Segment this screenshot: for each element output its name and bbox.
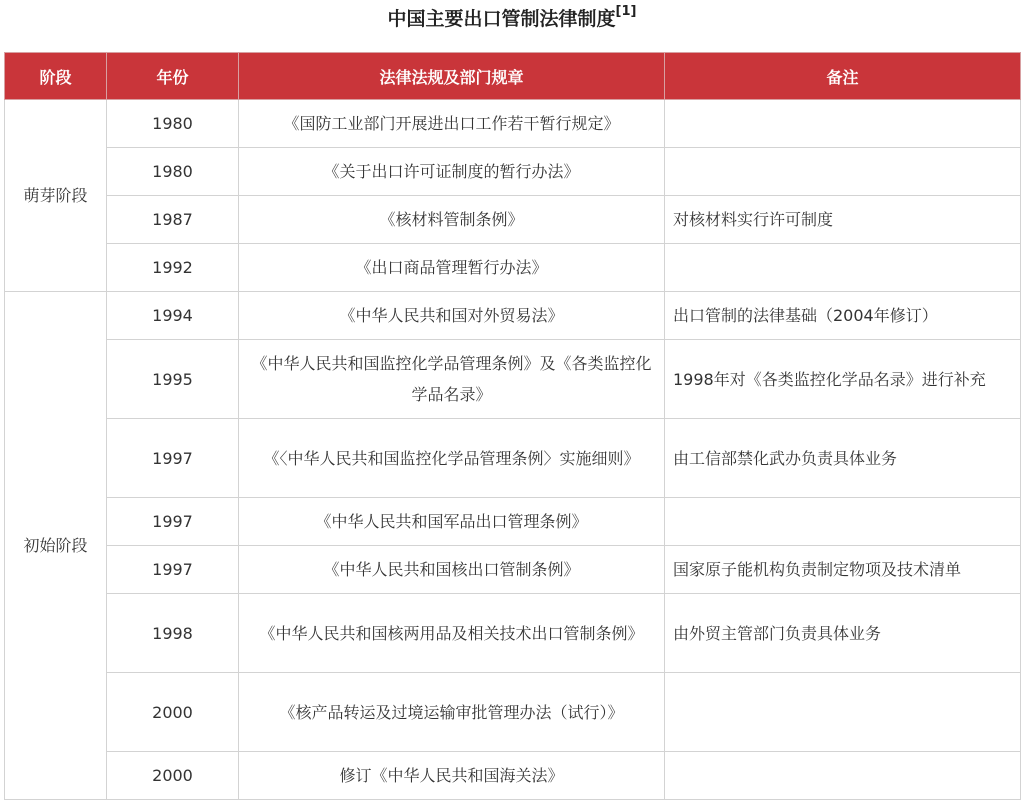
table-row <box>5 752 1021 800</box>
law-cell: 修订《中华人民共和国海关法》 <box>239 752 665 800</box>
table-row <box>5 148 1021 196</box>
header-note: 备注 <box>665 53 1021 100</box>
note-cell <box>665 752 1021 800</box>
law-cell: 《中华人民共和国军品出口管理条例》 <box>239 498 665 546</box>
table-title <box>0 0 1024 40</box>
header-law: 法律法规及部门规章 <box>239 53 665 100</box>
year-cell: 1997 <box>107 498 239 546</box>
year-cell: 2000 <box>107 673 239 752</box>
law-cell: 《〈中华人民共和国监控化学品管理条例〉实施细则》 <box>239 419 665 498</box>
table-title-text: 中国主要出口管制法律制度 <box>387 8 616 30</box>
note-cell: 由外贸主管部门负责具体业务 <box>665 594 1021 673</box>
note-cell <box>665 100 1021 148</box>
law-cell: 《核材料管制条例》 <box>239 196 665 244</box>
table-row <box>5 100 1021 148</box>
note-cell: 国家原子能机构负责制定物项及技术清单 <box>665 546 1021 594</box>
note-cell: 1998年对《各类监控化学品名录》进行补充 <box>665 340 1021 419</box>
law-cell: 《核产品转运及过境运输审批管理办法（试行）》 <box>239 673 665 752</box>
law-cell: 《中华人民共和国核出口管制条例》 <box>239 546 665 594</box>
table-row <box>5 498 1021 546</box>
year-cell: 2000 <box>107 752 239 800</box>
note-cell: 出口管制的法律基础（2004年修订） <box>665 292 1021 340</box>
year-cell: 1980 <box>107 100 239 148</box>
table-row <box>5 292 1021 340</box>
year-cell: 1980 <box>107 148 239 196</box>
table-row <box>5 546 1021 594</box>
year-cell: 1992 <box>107 244 239 292</box>
note-cell <box>665 244 1021 292</box>
table-row <box>5 196 1021 244</box>
note-cell <box>665 673 1021 752</box>
law-cell: 《中华人民共和国对外贸易法》 <box>239 292 665 340</box>
table-header-row <box>5 53 1021 100</box>
table-row <box>5 673 1021 752</box>
year-cell: 1998 <box>107 594 239 673</box>
year-cell: 1994 <box>107 292 239 340</box>
year-cell: 1995 <box>107 340 239 419</box>
stage-cell-initial: 初始阶段 <box>5 292 107 800</box>
table-row <box>5 419 1021 498</box>
law-cell: 《出口商品管理暂行办法》 <box>239 244 665 292</box>
law-cell: 《国防工业部门开展进出口工作若干暂行规定》 <box>239 100 665 148</box>
year-cell: 1987 <box>107 196 239 244</box>
law-cell: 《中华人民共和国核两用品及相关技术出口管制条例》 <box>239 594 665 673</box>
header-year: 年份 <box>107 53 239 100</box>
year-cell: 1997 <box>107 419 239 498</box>
table-row <box>5 594 1021 673</box>
footnote-ref-link[interactable]: [1] <box>615 4 637 19</box>
note-cell <box>665 148 1021 196</box>
note-cell: 由工信部禁化武办负责具体业务 <box>665 419 1021 498</box>
note-cell: 对核材料实行许可制度 <box>665 196 1021 244</box>
law-cell: 《关于出口许可证制度的暂行办法》 <box>239 148 665 196</box>
year-cell: 1997 <box>107 546 239 594</box>
export-control-table <box>4 52 1021 800</box>
table-row <box>5 244 1021 292</box>
note-cell <box>665 498 1021 546</box>
table-row <box>5 340 1021 419</box>
stage-cell-sprouting: 萌芽阶段 <box>5 100 107 292</box>
law-cell: 《中华人民共和国监控化学品管理条例》及《各类监控化学品名录》 <box>239 340 665 419</box>
header-stage: 阶段 <box>5 53 107 100</box>
